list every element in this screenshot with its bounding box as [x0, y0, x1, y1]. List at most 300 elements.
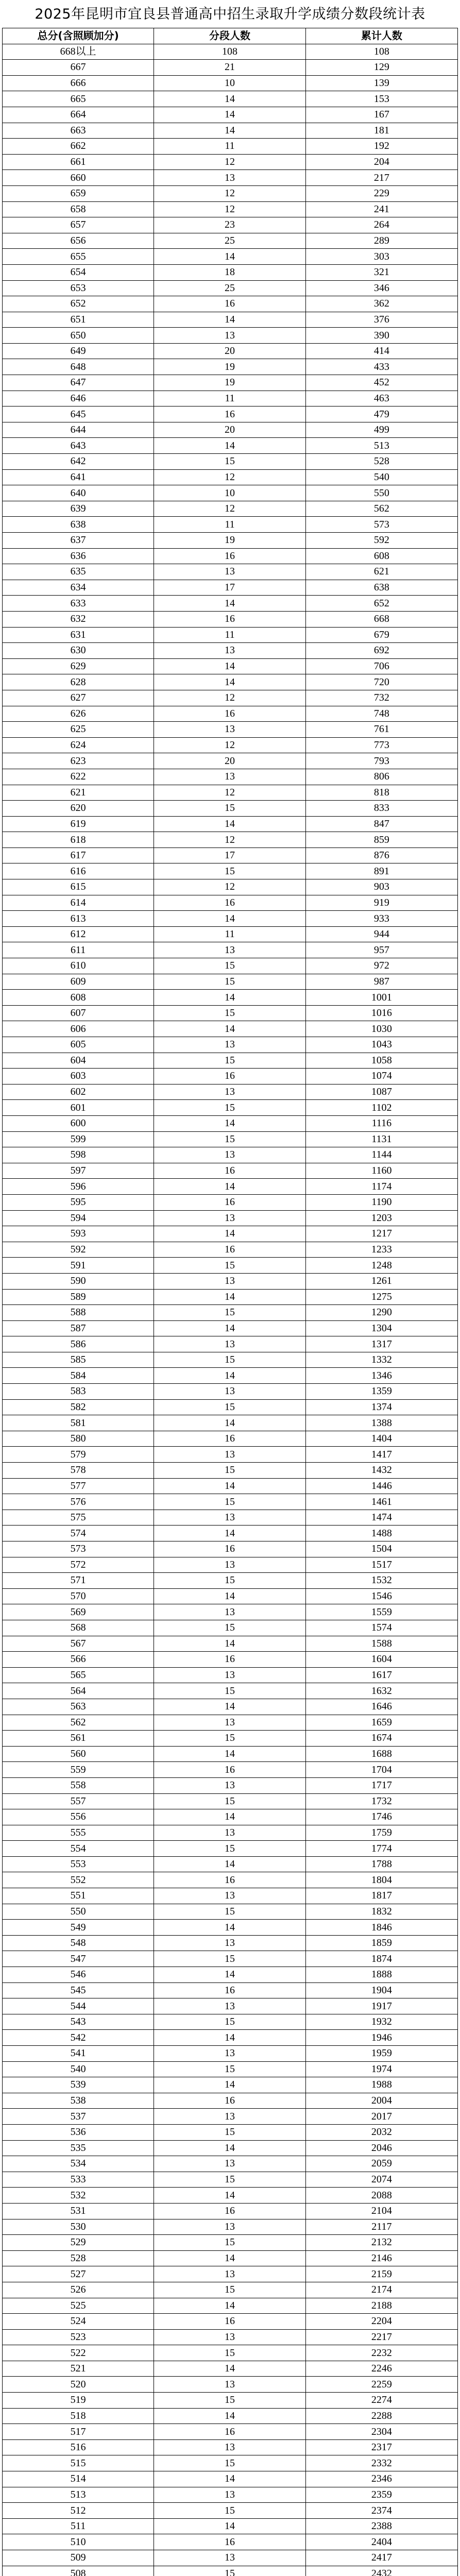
table-row [3, 2550, 458, 2566]
cell-cumulative-count: 192 [305, 139, 457, 155]
cell-cumulative-count: 1417 [305, 1447, 457, 1463]
table-row [3, 139, 458, 155]
cell-cumulative-count: 638 [305, 580, 457, 596]
table-row [3, 1526, 458, 1541]
cell-cumulative-count: 1546 [305, 1588, 457, 1604]
cell-score: 558 [3, 1777, 154, 1793]
cell-score: 587 [3, 1320, 154, 1336]
cell-segment-count: 15 [154, 1573, 305, 1589]
cell-score: 592 [3, 1242, 154, 1258]
cell-segment-count: 15 [154, 1305, 305, 1321]
table-row [3, 1636, 458, 1652]
cell-segment-count: 13 [154, 1336, 305, 1352]
cell-cumulative-count: 2132 [305, 2235, 457, 2251]
cell-cumulative-count: 2374 [305, 2503, 457, 2519]
cell-score: 656 [3, 233, 154, 249]
cell-score: 637 [3, 533, 154, 549]
table-row [3, 75, 458, 91]
cell-cumulative-count: 2032 [305, 2124, 457, 2140]
cell-score: 604 [3, 1053, 154, 1069]
cell-segment-count: 10 [154, 485, 305, 501]
cell-segment-count: 12 [154, 185, 305, 201]
cell-cumulative-count: 987 [305, 974, 457, 990]
table-row [3, 974, 458, 990]
cell-score: 584 [3, 1368, 154, 1384]
cell-segment-count: 17 [154, 580, 305, 596]
table-row [3, 1147, 458, 1163]
cell-score: 580 [3, 1431, 154, 1447]
cell-score: 526 [3, 2282, 154, 2298]
cell-segment-count: 16 [154, 1541, 305, 1557]
cell-score: 549 [3, 1920, 154, 1936]
cell-score: 542 [3, 2030, 154, 2046]
table-row [3, 1494, 458, 1510]
cell-segment-count: 16 [154, 1069, 305, 1084]
table-row [3, 2518, 458, 2534]
cell-score: 572 [3, 1557, 154, 1573]
cell-score: 571 [3, 1573, 154, 1589]
cell-cumulative-count: 2204 [305, 2314, 457, 2330]
cell-cumulative-count: 2017 [305, 2109, 457, 2125]
table-row [3, 1715, 458, 1731]
cell-cumulative-count: 1532 [305, 1573, 457, 1589]
cell-segment-count: 14 [154, 1636, 305, 1652]
table-row [3, 2046, 458, 2062]
cell-cumulative-count: 876 [305, 848, 457, 863]
cell-segment-count: 13 [154, 2219, 305, 2235]
cell-score: 608 [3, 990, 154, 1006]
cell-segment-count: 13 [154, 1888, 305, 1904]
cell-segment-count: 14 [154, 2298, 305, 2314]
cell-segment-count: 108 [154, 44, 305, 60]
table-row [3, 1100, 458, 1116]
cell-score: 598 [3, 1147, 154, 1163]
cell-segment-count: 15 [154, 801, 305, 817]
table-row [3, 1084, 458, 1100]
table-row [3, 1982, 458, 1998]
cell-cumulative-count: 1203 [305, 1210, 457, 1226]
cell-segment-count: 14 [154, 2361, 305, 2377]
table-row [3, 863, 458, 879]
cell-score: 625 [3, 722, 154, 738]
cell-score: 666 [3, 75, 154, 91]
cell-cumulative-count: 229 [305, 185, 457, 201]
cell-cumulative-count: 847 [305, 816, 457, 832]
table-row [3, 1872, 458, 1888]
table-row [3, 1856, 458, 1872]
table-row [3, 154, 458, 170]
table-row [3, 848, 458, 863]
cell-score: 540 [3, 2061, 154, 2077]
table-row [3, 1731, 458, 1747]
cell-score: 658 [3, 201, 154, 217]
cell-segment-count: 23 [154, 217, 305, 233]
table-row [3, 1336, 458, 1352]
table-header-row [3, 28, 458, 44]
table-row [3, 312, 458, 328]
cell-segment-count: 14 [154, 596, 305, 612]
table-row [3, 2030, 458, 2046]
cell-cumulative-count: 2159 [305, 2266, 457, 2282]
cell-score: 619 [3, 816, 154, 832]
table-row [3, 2140, 458, 2156]
cell-cumulative-count: 2046 [305, 2140, 457, 2156]
cell-cumulative-count: 1404 [305, 1431, 457, 1447]
table-row [3, 2329, 458, 2345]
table-row [3, 1888, 458, 1904]
cell-cumulative-count: 1559 [305, 1604, 457, 1620]
cell-segment-count: 12 [154, 832, 305, 848]
cell-score: 508 [3, 2566, 154, 2576]
cell-cumulative-count: 1275 [305, 1289, 457, 1305]
cell-segment-count: 15 [154, 1399, 305, 1415]
cell-cumulative-count: 692 [305, 643, 457, 659]
table-row [3, 217, 458, 233]
cell-segment-count: 16 [154, 2093, 305, 2109]
cell-cumulative-count: 1774 [305, 1841, 457, 1857]
cell-score: 573 [3, 1541, 154, 1557]
cell-score: 552 [3, 1872, 154, 1888]
cell-cumulative-count: 919 [305, 895, 457, 911]
cell-score: 554 [3, 1841, 154, 1857]
cell-segment-count: 14 [154, 990, 305, 1006]
cell-cumulative-count: 562 [305, 501, 457, 517]
header-cumulative-count: 累计人数 [305, 28, 457, 44]
cell-score: 539 [3, 2077, 154, 2093]
cell-score: 570 [3, 1588, 154, 1604]
cell-cumulative-count: 1888 [305, 1967, 457, 1983]
cell-segment-count: 20 [154, 343, 305, 359]
cell-cumulative-count: 1102 [305, 1100, 457, 1116]
cell-cumulative-count: 2417 [305, 2550, 457, 2566]
cell-segment-count: 13 [154, 2046, 305, 2062]
cell-cumulative-count: 390 [305, 328, 457, 344]
cell-segment-count: 13 [154, 1273, 305, 1289]
cell-segment-count: 16 [154, 2534, 305, 2550]
cell-score: 657 [3, 217, 154, 233]
table-row [3, 1667, 458, 1683]
cell-segment-count: 14 [154, 1320, 305, 1336]
cell-score: 654 [3, 264, 154, 280]
cell-cumulative-count: 833 [305, 801, 457, 817]
cell-cumulative-count: 2232 [305, 2345, 457, 2361]
cell-score: 663 [3, 123, 154, 139]
cell-cumulative-count: 1932 [305, 2014, 457, 2030]
cell-score: 626 [3, 706, 154, 722]
cell-cumulative-count: 1759 [305, 1825, 457, 1841]
cell-score: 589 [3, 1289, 154, 1305]
cell-score: 515 [3, 2455, 154, 2471]
cell-cumulative-count: 289 [305, 233, 457, 249]
cell-segment-count: 14 [154, 1588, 305, 1604]
table-row [3, 2093, 458, 2109]
cell-segment-count: 14 [154, 1478, 305, 1494]
cell-cumulative-count: 1617 [305, 1667, 457, 1683]
cell-cumulative-count: 1074 [305, 1069, 457, 1084]
cell-segment-count: 16 [154, 706, 305, 722]
table-row [3, 1415, 458, 1431]
table-row [3, 1384, 458, 1400]
cell-segment-count: 14 [154, 911, 305, 927]
cell-score: 643 [3, 438, 154, 454]
cell-segment-count: 14 [154, 2250, 305, 2266]
cell-cumulative-count: 903 [305, 879, 457, 895]
cell-segment-count: 15 [154, 1841, 305, 1857]
cell-cumulative-count: 139 [305, 75, 457, 91]
cell-segment-count: 14 [154, 2077, 305, 2093]
cell-score: 590 [3, 1273, 154, 1289]
cell-segment-count: 16 [154, 406, 305, 422]
cell-cumulative-count: 1116 [305, 1115, 457, 1131]
cell-score: 511 [3, 2518, 154, 2534]
cell-segment-count: 13 [154, 1447, 305, 1463]
cell-segment-count: 14 [154, 1856, 305, 1872]
cell-score: 568 [3, 1620, 154, 1636]
table-row [3, 1053, 458, 1069]
cell-score: 545 [3, 1982, 154, 1998]
cell-cumulative-count: 1688 [305, 1746, 457, 1762]
cell-score: 567 [3, 1636, 154, 1652]
table-row [3, 1069, 458, 1084]
cell-segment-count: 14 [154, 1920, 305, 1936]
cell-cumulative-count: 1058 [305, 1053, 457, 1069]
cell-score: 583 [3, 1384, 154, 1400]
cell-segment-count: 11 [154, 627, 305, 643]
cell-cumulative-count: 1659 [305, 1715, 457, 1731]
table-row [3, 501, 458, 517]
cell-cumulative-count: 1474 [305, 1510, 457, 1526]
header-segment-count: 分段人数 [154, 28, 305, 44]
table-row [3, 2566, 458, 2576]
cell-cumulative-count: 2259 [305, 2377, 457, 2393]
cell-score: 574 [3, 1526, 154, 1541]
cell-score: 576 [3, 1494, 154, 1510]
header-total-score: 总分(含照顾加分) [3, 28, 154, 44]
cell-score: 645 [3, 406, 154, 422]
cell-cumulative-count: 241 [305, 201, 457, 217]
cell-score: 516 [3, 2439, 154, 2455]
cell-score: 514 [3, 2471, 154, 2487]
cell-cumulative-count: 1646 [305, 1699, 457, 1715]
cell-cumulative-count: 1001 [305, 990, 457, 1006]
cell-segment-count: 14 [154, 1526, 305, 1541]
cell-cumulative-count: 433 [305, 359, 457, 375]
cell-cumulative-count: 346 [305, 280, 457, 296]
cell-segment-count: 12 [154, 501, 305, 517]
cell-score: 641 [3, 469, 154, 485]
cell-segment-count: 16 [154, 2314, 305, 2330]
cell-score: 521 [3, 2361, 154, 2377]
table-row [3, 343, 458, 359]
cell-score: 664 [3, 107, 154, 123]
table-row [3, 942, 458, 958]
cell-score: 646 [3, 391, 154, 406]
cell-segment-count: 14 [154, 674, 305, 690]
table-row [3, 391, 458, 406]
table-row [3, 1825, 458, 1841]
cell-score: 614 [3, 895, 154, 911]
cell-cumulative-count: 1461 [305, 1494, 457, 1510]
cell-cumulative-count: 2359 [305, 2487, 457, 2503]
table-row [3, 2503, 458, 2519]
cell-segment-count: 13 [154, 170, 305, 186]
cell-score: 519 [3, 2393, 154, 2409]
cell-cumulative-count: 1946 [305, 2030, 457, 2046]
cell-cumulative-count: 167 [305, 107, 457, 123]
cell-segment-count: 15 [154, 454, 305, 470]
cell-cumulative-count: 2088 [305, 2188, 457, 2204]
cell-segment-count: 13 [154, 2266, 305, 2282]
cell-cumulative-count: 773 [305, 737, 457, 753]
cell-score: 513 [3, 2487, 154, 2503]
table-row [3, 264, 458, 280]
cell-cumulative-count: 153 [305, 91, 457, 107]
cell-score: 536 [3, 2124, 154, 2140]
table-row [3, 2534, 458, 2550]
cell-score: 577 [3, 1478, 154, 1494]
cell-segment-count: 14 [154, 658, 305, 674]
cell-cumulative-count: 479 [305, 406, 457, 422]
table-row [3, 2439, 458, 2455]
cell-cumulative-count: 1804 [305, 1872, 457, 1888]
cell-score: 601 [3, 1100, 154, 1116]
cell-score: 582 [3, 1399, 154, 1415]
cell-segment-count: 16 [154, 1982, 305, 1998]
table-row [3, 706, 458, 722]
table-row [3, 2235, 458, 2251]
cell-segment-count: 12 [154, 201, 305, 217]
cell-score: 564 [3, 1683, 154, 1699]
cell-cumulative-count: 1959 [305, 2046, 457, 2062]
cell-segment-count: 15 [154, 2282, 305, 2298]
cell-segment-count: 14 [154, 1226, 305, 1242]
cell-segment-count: 14 [154, 1368, 305, 1384]
table-row [3, 1793, 458, 1809]
cell-score: 651 [3, 312, 154, 328]
table-row [3, 801, 458, 817]
cell-segment-count: 15 [154, 1005, 305, 1021]
cell-segment-count: 13 [154, 942, 305, 958]
cell-score: 623 [3, 753, 154, 769]
cell-cumulative-count: 1030 [305, 1021, 457, 1037]
table-row [3, 1005, 458, 1021]
table-row [3, 2471, 458, 2487]
cell-segment-count: 14 [154, 438, 305, 454]
cell-segment-count: 14 [154, 1115, 305, 1131]
cell-segment-count: 16 [154, 1194, 305, 1210]
cell-score: 566 [3, 1652, 154, 1668]
cell-segment-count: 25 [154, 233, 305, 249]
cell-score: 512 [3, 2503, 154, 2519]
cell-cumulative-count: 1832 [305, 1904, 457, 1920]
cell-segment-count: 14 [154, 1415, 305, 1431]
cell-cumulative-count: 1233 [305, 1242, 457, 1258]
cell-score: 527 [3, 2266, 154, 2282]
cell-score: 640 [3, 485, 154, 501]
cell-cumulative-count: 2146 [305, 2250, 457, 2266]
cell-score: 586 [3, 1336, 154, 1352]
cell-score: 617 [3, 848, 154, 863]
cell-cumulative-count: 1488 [305, 1526, 457, 1541]
table-row [3, 1935, 458, 1951]
cell-score: 621 [3, 785, 154, 801]
cell-segment-count: 16 [154, 895, 305, 911]
table-row [3, 548, 458, 564]
cell-segment-count: 13 [154, 1037, 305, 1053]
cell-cumulative-count: 2174 [305, 2282, 457, 2298]
cell-cumulative-count: 1190 [305, 1194, 457, 1210]
cell-segment-count: 14 [154, 91, 305, 107]
table-row [3, 990, 458, 1006]
cell-score: 529 [3, 2235, 154, 2251]
cell-segment-count: 16 [154, 2203, 305, 2219]
table-row [3, 658, 458, 674]
cell-score: 533 [3, 2172, 154, 2188]
table-row [3, 2124, 458, 2140]
cell-score: 662 [3, 139, 154, 155]
table-row [3, 1541, 458, 1557]
cell-cumulative-count: 1632 [305, 1683, 457, 1699]
cell-segment-count: 13 [154, 2156, 305, 2172]
cell-segment-count: 14 [154, 123, 305, 139]
table-row [3, 1368, 458, 1384]
table-row [3, 580, 458, 596]
cell-score: 581 [3, 1415, 154, 1431]
table-row [3, 1841, 458, 1857]
cell-score: 547 [3, 1951, 154, 1967]
cell-cumulative-count: 1248 [305, 1258, 457, 1274]
cell-score: 561 [3, 1731, 154, 1747]
table-row [3, 1951, 458, 1967]
cell-segment-count: 21 [154, 60, 305, 76]
table-row [3, 422, 458, 438]
cell-segment-count: 16 [154, 1872, 305, 1888]
table-row [3, 785, 458, 801]
cell-score: 615 [3, 879, 154, 895]
table-row [3, 1998, 458, 2014]
cell-segment-count: 14 [154, 1746, 305, 1762]
cell-segment-count: 16 [154, 296, 305, 312]
table-row [3, 753, 458, 769]
cell-cumulative-count: 2004 [305, 2093, 457, 2109]
cell-cumulative-count: 1304 [305, 1320, 457, 1336]
cell-score: 610 [3, 958, 154, 974]
cell-score: 563 [3, 1699, 154, 1715]
table-row [3, 1573, 458, 1589]
table-row [3, 2487, 458, 2503]
table-row [3, 1258, 458, 1274]
table-row [3, 1289, 458, 1305]
cell-segment-count: 15 [154, 1683, 305, 1699]
cell-cumulative-count: 732 [305, 690, 457, 706]
table-row [3, 1115, 458, 1131]
cell-segment-count: 16 [154, 1242, 305, 1258]
cell-cumulative-count: 806 [305, 769, 457, 785]
cell-cumulative-count: 1604 [305, 1652, 457, 1668]
cell-segment-count: 16 [154, 2424, 305, 2440]
cell-segment-count: 11 [154, 517, 305, 533]
cell-score: 557 [3, 1793, 154, 1809]
cell-score: 541 [3, 2046, 154, 2062]
cell-score: 612 [3, 926, 154, 942]
cell-cumulative-count: 1043 [305, 1037, 457, 1053]
cell-score: 634 [3, 580, 154, 596]
cell-cumulative-count: 2288 [305, 2408, 457, 2424]
cell-segment-count: 15 [154, 2566, 305, 2576]
cell-cumulative-count: 818 [305, 785, 457, 801]
table-row [3, 1194, 458, 1210]
table-row [3, 1352, 458, 1368]
